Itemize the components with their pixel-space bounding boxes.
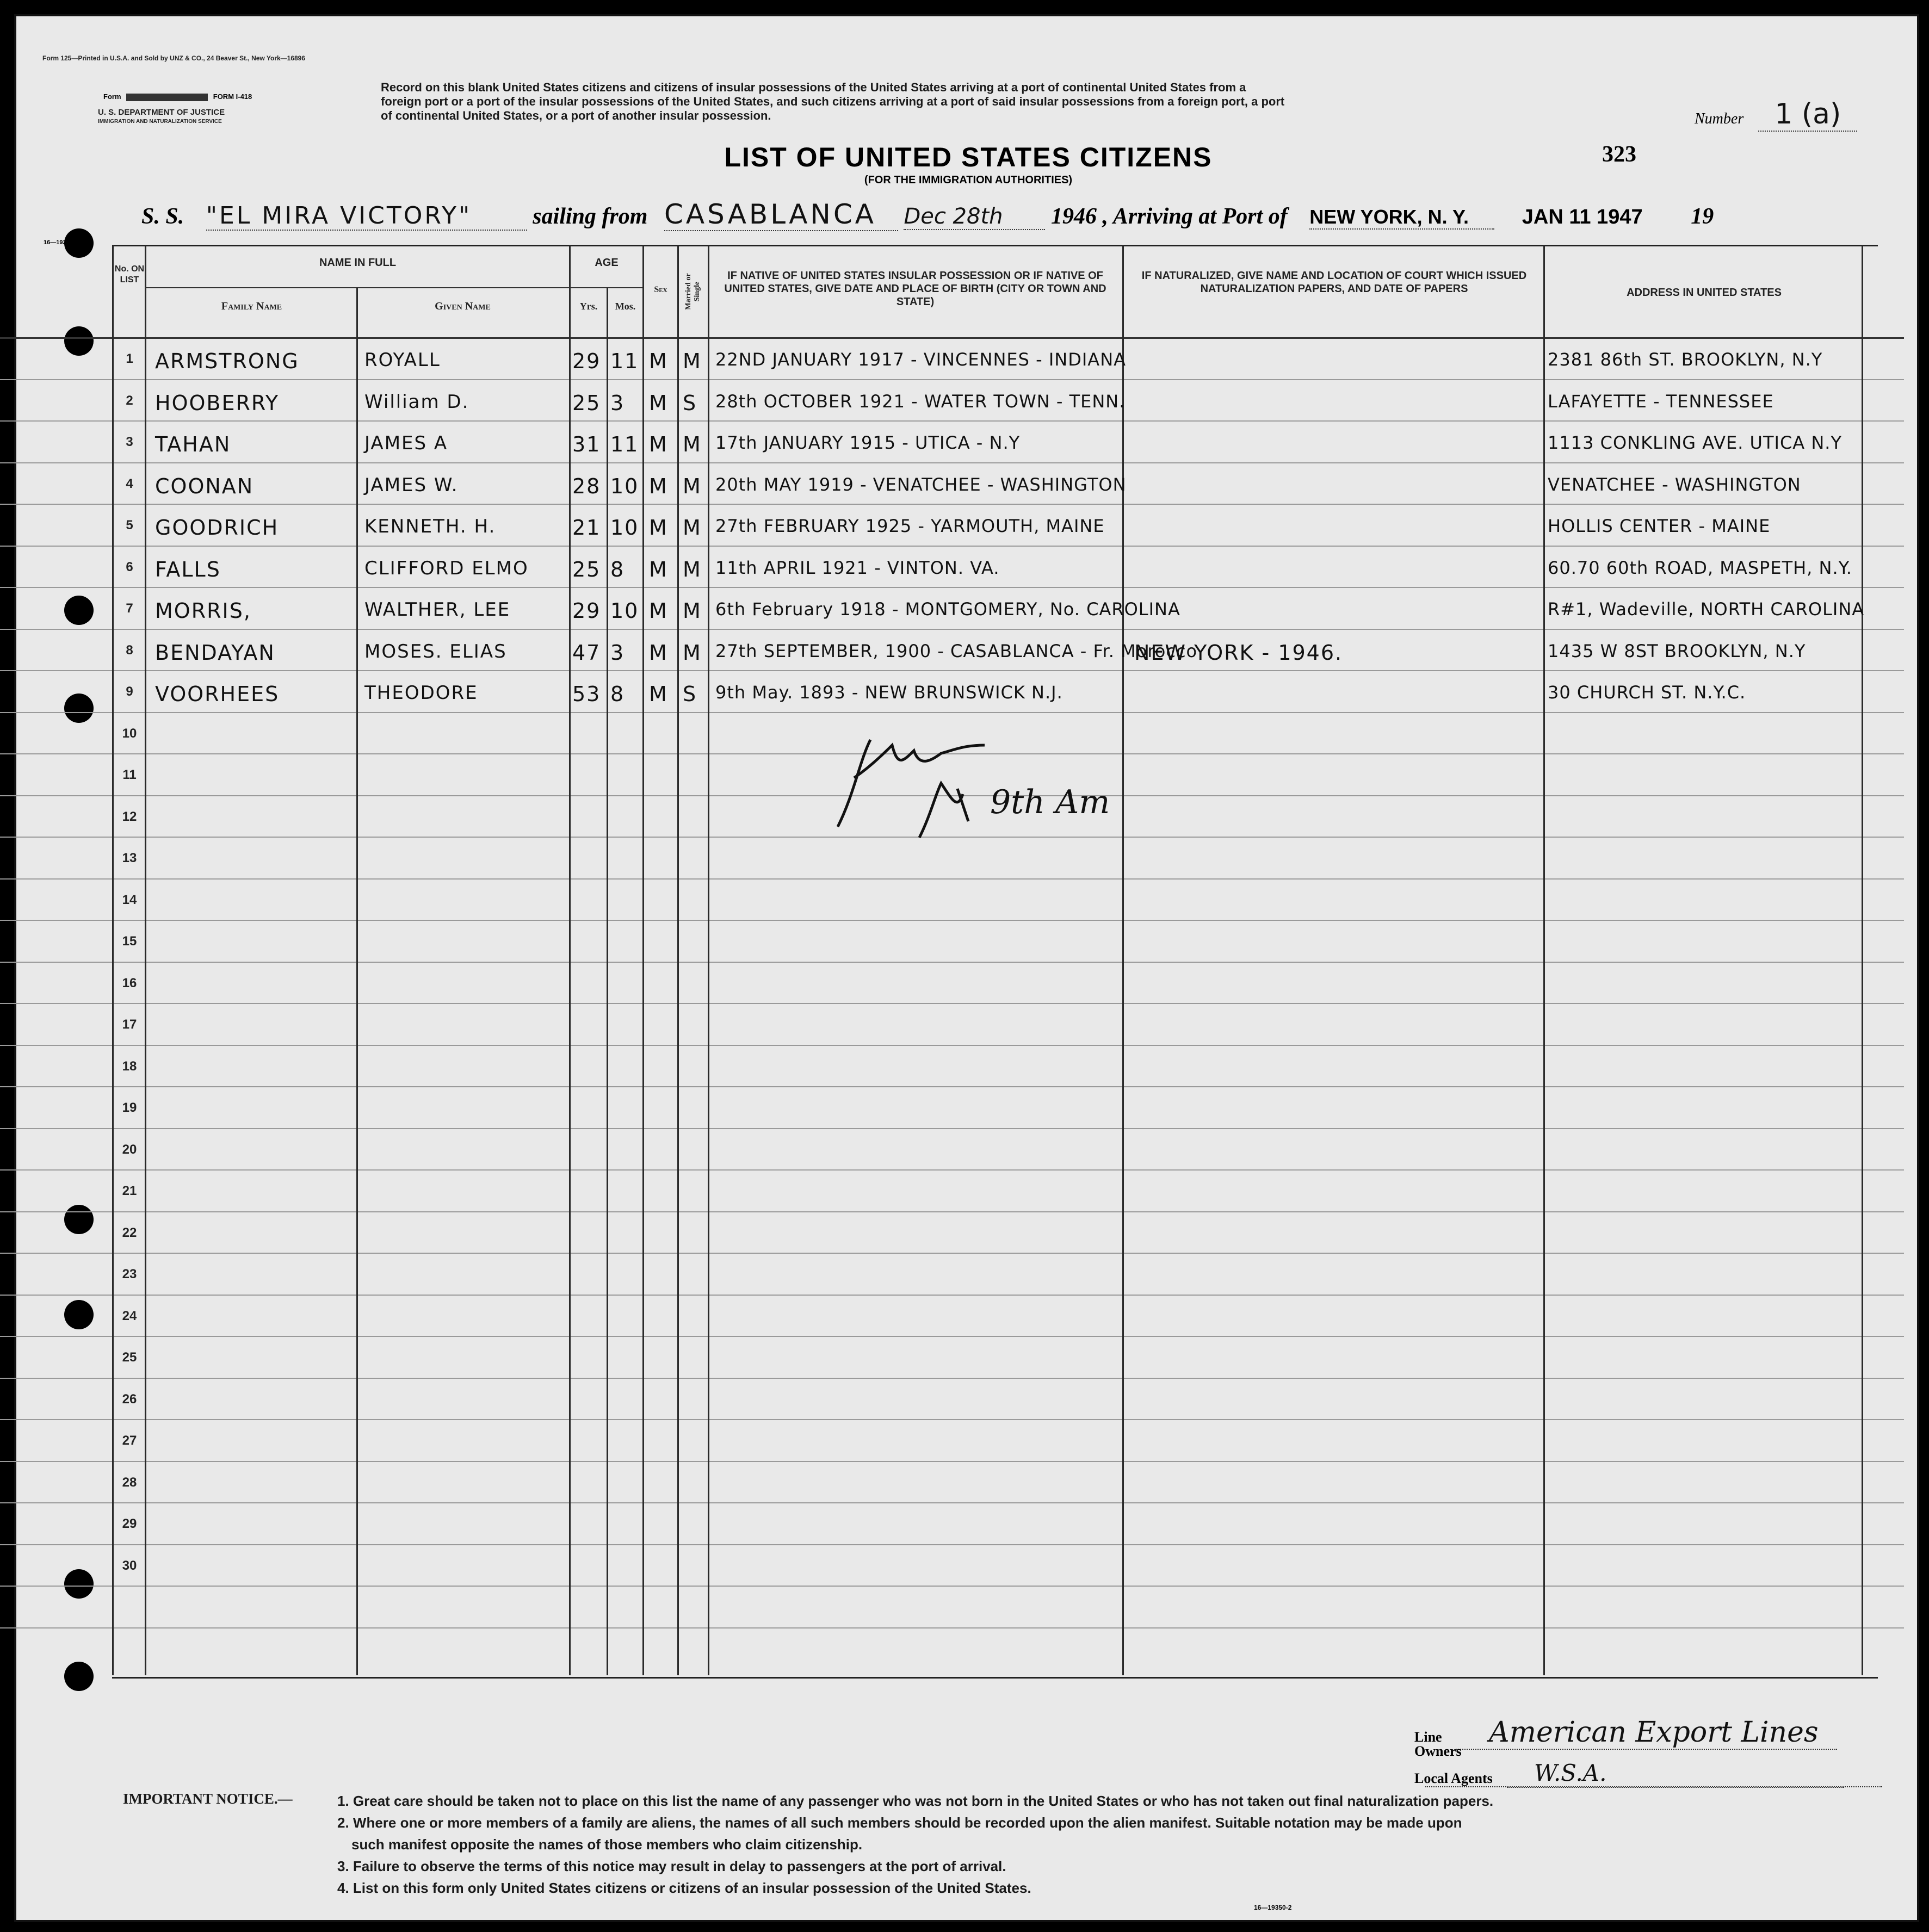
row-rule xyxy=(0,420,1904,422)
punch-hole xyxy=(64,693,94,723)
year-label: 1946 xyxy=(1050,204,1097,229)
col-line xyxy=(677,245,679,1675)
punch-hole xyxy=(64,1300,94,1329)
sex: M xyxy=(649,516,668,540)
arriving-label: , Arriving at Port of xyxy=(1102,204,1288,229)
age-months: 3 xyxy=(610,391,625,415)
row-number: 5 xyxy=(126,518,133,532)
signature-note: 9th Am xyxy=(990,783,1110,821)
marital-status: M xyxy=(683,599,702,623)
header-naturalized: IF NATURALIZED, GIVE NAME AND LOCATION OF COURT WHICH ISSUED NATURALIZATION PAPERS, AND DATE OF PAPERS xyxy=(1141,270,1527,295)
page-number: 323 xyxy=(1602,142,1636,167)
row-number: 14 xyxy=(122,892,137,907)
family-name: ARMSTRONG xyxy=(155,349,299,373)
age-years: 29 xyxy=(572,599,601,623)
row-number: 11 xyxy=(122,767,137,782)
row-number: 24 xyxy=(122,1308,137,1323)
header-sex: Sex xyxy=(654,285,667,294)
row-number: 27 xyxy=(122,1433,137,1448)
sex: M xyxy=(649,682,668,706)
notice-3: 3. Failure to observe the terms of this notice may result in delay to passengers at the port of arrival. xyxy=(337,1858,1006,1874)
birth-info: 17th JANUARY 1915 - UTICA - N.Y xyxy=(715,432,1021,453)
birth-info: 9th May. 1893 - NEW BRUNSWICK N.J. xyxy=(715,682,1063,703)
local-agents-field: Local Agents xyxy=(1414,1770,1844,1788)
header-married-single: Married or Single xyxy=(684,273,701,310)
given-name: MOSES. ELIAS xyxy=(364,640,507,662)
row-rule xyxy=(0,1045,1904,1046)
line-value: American Export Lines xyxy=(1456,1716,1837,1750)
family-name: COONAN xyxy=(155,474,254,498)
row-rule xyxy=(0,712,1904,713)
row-rule xyxy=(0,1169,1904,1171)
sex: M xyxy=(649,391,668,415)
row-number: 22 xyxy=(122,1225,137,1240)
row-rule xyxy=(0,1253,1904,1254)
marital-status: S xyxy=(683,391,697,415)
age-months: 8 xyxy=(610,557,625,581)
given-name: JAMES A xyxy=(364,432,448,454)
row-rule xyxy=(0,1461,1904,1462)
header-yrs: Yrs. xyxy=(579,301,598,312)
row-number: 12 xyxy=(122,809,137,824)
header-mos: Mos. xyxy=(615,301,636,312)
printer-line: Form 125—Printed in U.S.A. and Sold by UNZ & CO., 24 Beaver St., New York—16896 xyxy=(42,54,306,62)
address: R#1, Wadeville, NORTH CAROLINA xyxy=(1548,599,1865,620)
manifest-sheet xyxy=(14,14,1919,1922)
row-rule xyxy=(0,1419,1904,1420)
age-years: 28 xyxy=(572,474,601,498)
sailing-date: Dec 28th xyxy=(904,204,1045,230)
given-name: William D. xyxy=(364,391,469,413)
row-rule xyxy=(0,1128,1904,1129)
form-subtitle: (FOR THE IMMIGRATION AUTHORITIES) xyxy=(864,174,1073,186)
naturalization-info: NEW YORK - 1946. xyxy=(1134,640,1343,665)
header-given-name: Given Name xyxy=(435,300,491,312)
sex: M xyxy=(649,432,668,456)
address: 1435 W 8ST BROOKLYN, N.Y xyxy=(1548,640,1806,661)
age-months: 11 xyxy=(610,349,639,373)
age-years: 47 xyxy=(572,640,601,665)
address: VENATCHEE - WASHINGTON xyxy=(1548,474,1801,495)
row-number: 13 xyxy=(122,851,137,865)
col-line xyxy=(607,287,608,1675)
port-stamp: NEW YORK, N. Y. xyxy=(1309,206,1494,230)
punch-hole xyxy=(64,1569,94,1599)
sex: M xyxy=(649,474,668,498)
punch-hole xyxy=(64,1205,94,1234)
marital-status: M xyxy=(683,474,702,498)
age-months: 3 xyxy=(610,640,625,665)
col-line xyxy=(1122,245,1124,1675)
row-rule xyxy=(0,1086,1904,1087)
col-line xyxy=(642,245,644,1675)
row-rule xyxy=(0,1586,1904,1587)
notice-2b: such manifest opposite the names of those members who claim citizenship. xyxy=(351,1836,863,1853)
row-number: 29 xyxy=(122,1516,137,1531)
row-rule xyxy=(0,920,1904,921)
sex: M xyxy=(649,557,668,581)
given-name: ROYALL xyxy=(364,349,441,371)
line-field: Line American Export Lines xyxy=(1414,1716,1837,1750)
birth-info: 27th FEBRUARY 1925 - YARMOUTH, MAINE xyxy=(715,516,1105,536)
age-years: 29 xyxy=(572,349,601,373)
sailing-from: CASABLANCA xyxy=(664,199,898,231)
footer-code: 16—19350-2 xyxy=(1254,1904,1292,1911)
birth-info: 20th MAY 1919 - VENATCHEE - WASHINGTON xyxy=(715,474,1127,495)
given-name: KENNETH. H. xyxy=(364,516,496,537)
header-age: AGE xyxy=(595,257,619,269)
row-number: 26 xyxy=(122,1391,137,1407)
row-number: 25 xyxy=(122,1350,137,1365)
row-number: 7 xyxy=(126,601,133,616)
given-name: THEODORE xyxy=(364,682,478,704)
sailing-label: sailing from xyxy=(533,204,648,229)
row-rule xyxy=(0,670,1904,671)
address: 30 CHURCH ST. N.Y.C. xyxy=(1548,682,1746,703)
old-form-label: Form FORM I-418 xyxy=(103,92,252,101)
age-months: 11 xyxy=(610,432,639,456)
col-line xyxy=(356,287,358,1675)
row-number: 3 xyxy=(126,435,133,449)
family-name: HOOBERRY xyxy=(155,391,280,415)
local-agents-blank xyxy=(1507,1770,1844,1788)
notice-4: 4. List on this form only United States citizens or citizens of an insular possession of the United States. xyxy=(337,1880,1031,1896)
given-name: WALTHER, LEE xyxy=(364,599,511,621)
age-years: 25 xyxy=(572,391,601,415)
age-years: 31 xyxy=(572,432,601,456)
row-number: 2 xyxy=(126,393,133,408)
sex: M xyxy=(649,349,668,373)
header-name-in-full: NAME IN FULL xyxy=(319,257,397,269)
age-years: 25 xyxy=(572,557,601,581)
marital-status: M xyxy=(683,432,702,456)
row-rule xyxy=(0,878,1904,880)
row-rule xyxy=(0,379,1904,380)
row-rule xyxy=(0,1627,1904,1628)
row-rule xyxy=(0,1544,1904,1545)
given-name: JAMES W. xyxy=(364,474,459,496)
punch-hole xyxy=(64,326,94,356)
row-number: 1 xyxy=(126,351,133,366)
ss-label: S. S. xyxy=(141,204,184,229)
row-rule xyxy=(0,962,1904,963)
birth-info: 6th February 1918 - MONTGOMERY, No. CAROLINA xyxy=(715,599,1180,620)
family-name: GOODRICH xyxy=(155,516,279,540)
address: 2381 86th ST. BROOKLYN, N.Y xyxy=(1548,349,1823,370)
address: HOLLIS CENTER - MAINE xyxy=(1548,516,1771,536)
number-field: Number 1 (a) xyxy=(1695,98,1857,131)
voyage-line xyxy=(141,199,1882,231)
family-name: FALLS xyxy=(155,557,221,581)
row-number: 9 xyxy=(126,684,133,699)
row-rule xyxy=(0,1003,1904,1004)
row-rule xyxy=(0,629,1904,630)
row-number: 17 xyxy=(122,1017,137,1032)
form-title: LIST OF UNITED STATES CITIZENS xyxy=(724,142,1213,172)
punch-hole xyxy=(64,1662,94,1691)
address: 60.70 60th ROAD, MASPETH, N.Y. xyxy=(1548,557,1852,578)
notice-2a: 2. Where one or more members of a family are aliens, the names of all such members should be recorded upon the alien manifest. Suitable notation may be made upon xyxy=(337,1815,1462,1831)
marital-status: M xyxy=(683,349,702,373)
redaction-bar xyxy=(126,94,208,101)
family-name: MORRIS, xyxy=(155,599,251,623)
dept-line: U. S. DEPARTMENT OF JUSTICE xyxy=(98,108,225,117)
row-number: 21 xyxy=(122,1184,137,1198)
row-number: 28 xyxy=(122,1475,137,1490)
row-rule xyxy=(0,1336,1904,1337)
header-no-on-list: No. ON LIST xyxy=(114,264,145,284)
given-name: CLIFFORD ELMO xyxy=(364,557,529,579)
row-number: 23 xyxy=(122,1267,137,1281)
row-rule xyxy=(0,587,1904,588)
age-months: 8 xyxy=(610,682,625,706)
arrival-date-stamp: JAN 11 1947 xyxy=(1522,206,1643,228)
header-family-name: Family Name xyxy=(221,300,282,312)
row-rule xyxy=(0,1378,1904,1379)
owners-field: Owners W.S.A. xyxy=(1414,1743,1917,1787)
row-rule xyxy=(0,462,1904,463)
age-months: 10 xyxy=(610,474,639,498)
col-line xyxy=(112,245,114,1675)
arrival-year-label: 19 xyxy=(1691,204,1714,229)
marital-status: M xyxy=(683,516,702,540)
header-rule xyxy=(0,337,1904,339)
age-months: 10 xyxy=(610,599,639,623)
form-number: FORM I-418 xyxy=(213,92,252,101)
family-name: TAHAN xyxy=(155,432,231,456)
notice-1: 1. Great care should be taken not to place on this list the name of any passenger who was not born in the United States or who has not taken out final naturalization papers. xyxy=(337,1793,1494,1809)
birth-info: 27th SEPTEMBER, 1900 - CASABLANCA - Fr. Morocco xyxy=(715,640,1198,661)
col-line xyxy=(1543,245,1545,1675)
row-number: 16 xyxy=(122,975,137,990)
header-address: ADDRESS IN UNITED STATES xyxy=(1627,287,1782,299)
row-number: 10 xyxy=(122,726,137,741)
marital-status: M xyxy=(683,640,702,665)
birth-info: 22ND JANUARY 1917 - VINCENNES - INDIANA xyxy=(715,349,1127,370)
age-months: 10 xyxy=(610,516,639,540)
row-rule xyxy=(0,1211,1904,1212)
birth-info: 11th APRIL 1921 - VINTON. VA. xyxy=(715,557,1000,578)
row-rule xyxy=(0,1502,1904,1503)
row-number: 20 xyxy=(122,1142,137,1157)
row-rule xyxy=(0,1295,1904,1296)
age-years: 53 xyxy=(572,682,601,706)
owners-value: W.S.A. xyxy=(1425,1760,1882,1787)
row-number: 6 xyxy=(126,559,133,574)
col-line xyxy=(1862,245,1863,1675)
header-birth: IF NATIVE OF UNITED STATES INSULAR POSSESSION OR IF NATIVE OF UNITED STATES, GIVE DATE AND PLACE OF BIRTH (CITY OR TOWN AND STATE) xyxy=(724,270,1106,308)
row-number: 19 xyxy=(122,1100,137,1115)
marital-status: M xyxy=(683,557,702,581)
row-number: 8 xyxy=(126,642,133,658)
notice-title: IMPORTANT NOTICE.— xyxy=(123,1791,293,1807)
family-name: BENDAYAN xyxy=(155,640,275,665)
row-rule xyxy=(0,546,1904,547)
col-line xyxy=(708,245,709,1675)
birth-info: 28th OCTOBER 1921 - WATER TOWN - TENN. xyxy=(715,391,1126,412)
row-number: 15 xyxy=(122,934,137,949)
row-rule xyxy=(0,504,1904,505)
punch-hole xyxy=(64,596,94,625)
address: LAFAYETTE - TENNESSEE xyxy=(1548,391,1774,412)
sex: M xyxy=(649,599,668,623)
sex: M xyxy=(649,640,668,665)
number-value: 1 (a) xyxy=(1758,98,1857,132)
dept-subline: IMMIGRATION AND NATURALIZATION SERVICE xyxy=(98,119,222,125)
age-years: 21 xyxy=(572,516,601,540)
ship-name: "EL MIRA VICTORY" xyxy=(206,202,527,231)
row-number: 18 xyxy=(122,1058,137,1074)
family-name: VOORHEES xyxy=(155,682,280,706)
name-subheader-rule xyxy=(145,287,642,288)
row-number: 30 xyxy=(122,1558,137,1573)
marital-status: S xyxy=(683,682,697,706)
margin-code: 16—19350-2 xyxy=(44,239,78,246)
col-line xyxy=(569,245,571,1675)
col-line xyxy=(145,245,146,1675)
row-number: 4 xyxy=(126,476,133,491)
address: 1113 CONKLING AVE. UTICA N.Y xyxy=(1548,432,1842,453)
instructions: Record on this blank United States citizens and citizens of insular possessions of the United States arriving at a port of continental United States from a foreign port or a port of the insular possessions of the United States, and such citizens arriving at a port of said insular possessions from a foreign port, a port of continental United States, or a port of another insular possession. xyxy=(381,81,1285,122)
